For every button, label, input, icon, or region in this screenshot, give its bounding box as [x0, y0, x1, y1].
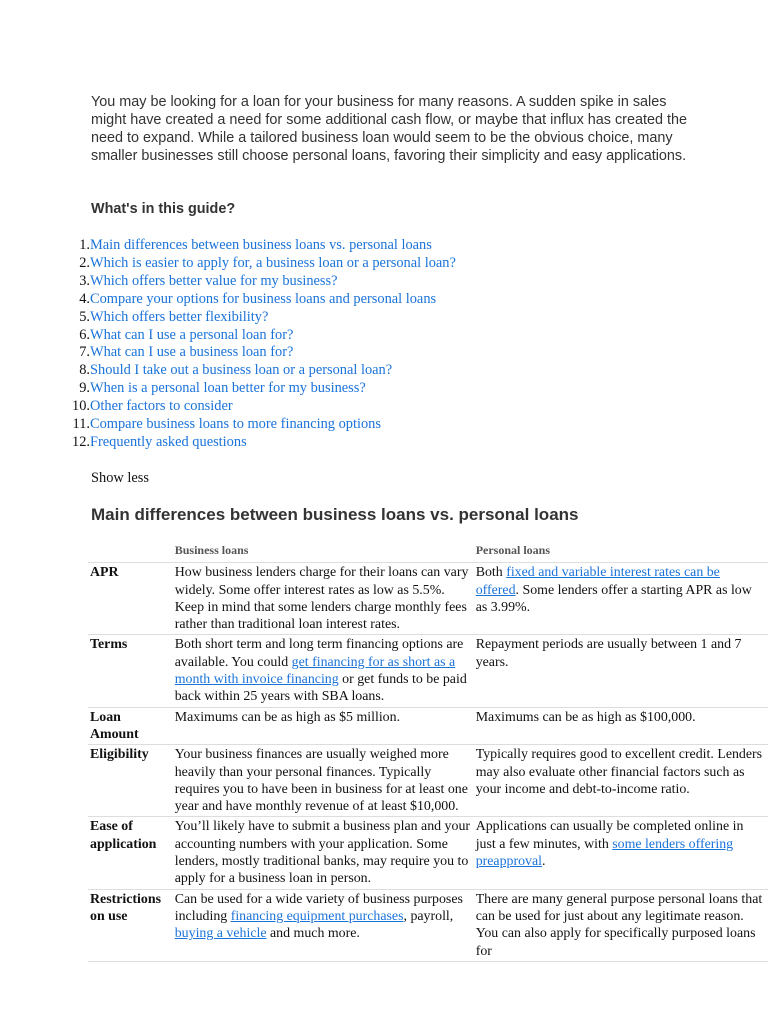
cell-business-ease: You’ll likely have to submit a business plan and your accounting numbers with your application. Some lenders, mostly traditional banks, may require you to apply for a business loan in person.	[173, 817, 474, 889]
cell-personal-terms: Repayment periods are usually between 1 and 7 years.	[474, 635, 768, 707]
cell-personal-restrictions: There are many general purpose personal loans that can be used for just about any legitimate reason. You can also apply for specifically purposed loans for	[474, 889, 768, 961]
row-label-terms: Terms	[88, 635, 173, 707]
cell-personal-apr: Both fixed and variable interest rates can be offered. Some lenders offer a starting APR as low as 3.99%.	[474, 563, 768, 635]
cell-personal-ease: Applications can usually be completed online in just a few minutes, with some lenders offering preapproval.	[474, 817, 768, 889]
row-label-apr: APR	[88, 563, 173, 635]
table-of-contents	[58, 237, 456, 452]
cell-personal-amount: Maximums can be as high as $100,000.	[474, 707, 768, 745]
toc-link[interactable]: What can I use a personal loan for?	[90, 326, 294, 343]
show-less-toggle[interactable]: Show less	[91, 470, 149, 486]
toc-item	[58, 273, 456, 291]
toc-item	[58, 362, 456, 380]
row-label-restrictions: Restrictions on use	[88, 889, 173, 961]
guide-heading: What's in this guide?	[91, 201, 236, 217]
link-invoice-financing[interactable]: get financing for as short as a month with invoice financing	[174, 654, 456, 688]
toc-item-number: 11.	[72, 416, 90, 433]
toc-item-number: 8.	[79, 362, 90, 379]
toc-item	[58, 434, 456, 452]
section-title: Main differences between business loans vs. personal loans	[91, 505, 579, 524]
comparison-table	[88, 540, 768, 962]
intro-paragraph: You may be looking for a loan for your business for many reasons. A sudden spike in sales might have created a need for some additional cash flow, or maybe that influx has created the need to expand. While a tailored business loan would seem to be the obvious choice, many smaller businesses still choose personal loans, favoring their simplicity and easy applications.	[91, 94, 687, 164]
toc-item	[58, 309, 456, 327]
row-label-eligibility: Eligibility	[88, 745, 173, 817]
table-row-ease	[88, 817, 768, 889]
toc-item	[58, 398, 456, 416]
toc-item	[58, 416, 456, 434]
toc-item-number: 4.	[79, 290, 90, 307]
toc-link[interactable]: Which offers better value for my business?	[90, 272, 338, 289]
cell-business-amount: Maximums can be as high as $5 million.	[173, 707, 474, 745]
cell-business-terms: Both short term and long term financing options are available. You could get financing for as short as a month with invoice financing or get funds to be paid back within 25 years with SBA loans.	[173, 635, 474, 707]
row-label-loan-amount: Loan Amount	[88, 707, 173, 745]
header-empty	[88, 540, 173, 563]
toc-item	[58, 237, 456, 255]
row-label-ease: Ease of application	[88, 817, 173, 889]
table-row-apr	[88, 563, 768, 635]
table-row-eligibility	[88, 745, 768, 817]
toc-item-number: 10.	[72, 398, 90, 415]
toc-item	[58, 291, 456, 309]
toc-link[interactable]: What can I use a business loan for?	[90, 344, 294, 361]
toc-item-number: 7.	[79, 344, 90, 361]
toc-item-number: 12.	[72, 433, 90, 450]
toc-item	[58, 344, 456, 362]
toc-link[interactable]: Compare your options for business loans and personal loans	[90, 290, 437, 307]
toc-link[interactable]: Which is easier to apply for, a business loan or a personal loan?	[90, 254, 456, 271]
toc-link[interactable]: When is a personal loan better for my business?	[90, 380, 366, 397]
table-row-restrictions	[88, 889, 768, 961]
link-buying-vehicle[interactable]: buying a vehicle	[174, 926, 267, 942]
cell-business-restrictions: Can be used for a wide variety of business purposes including financing equipment purchases, payroll, buying a vehicle and much more.	[173, 889, 474, 961]
toc-link[interactable]: Which offers better flexibility?	[90, 308, 269, 325]
toc-link[interactable]: Compare business loans to more financing options	[90, 416, 381, 433]
table-row-loan-amount	[88, 707, 768, 745]
link-preapproval[interactable]: some lenders offering preapproval	[475, 836, 734, 870]
toc-item-number: 2.	[79, 254, 90, 271]
table-header-row	[88, 540, 768, 563]
toc-item-number: 3.	[79, 272, 90, 289]
toc-link[interactable]: Should I take out a business loan or a personal loan?	[90, 362, 393, 379]
toc-item-number: 1.	[79, 237, 90, 253]
toc-item-number: 6.	[79, 326, 90, 343]
toc-item	[58, 255, 456, 273]
toc-item	[58, 327, 456, 345]
header-business-loans: Business loans	[173, 540, 474, 563]
cell-personal-eligibility: Typically requires good to excellent credit. Lenders may also evaluate other financial factors such as your income and debt-to-income ratio.	[474, 745, 768, 817]
link-fixed-variable-rates[interactable]: fixed and variable interest rates can be offered	[475, 565, 720, 598]
toc-item-number: 5.	[79, 308, 90, 325]
toc-link[interactable]: Frequently asked questions	[90, 433, 247, 450]
toc-link[interactable]: Main differences between business loans vs. personal loans	[90, 237, 432, 253]
toc-link[interactable]: Other factors to consider	[90, 398, 233, 415]
toc-item-number: 9.	[79, 380, 90, 397]
table-row-terms	[88, 635, 768, 707]
link-equipment-financing[interactable]: financing equipment purchases	[230, 908, 404, 924]
header-personal-loans: Personal loans	[474, 540, 768, 563]
toc-item	[58, 380, 456, 398]
cell-business-apr: How business lenders charge for their loans can vary widely. Some offer interest rates as low as 5.5%. Keep in mind that some lenders charge monthly fees rather than traditional loan interest rates.	[173, 563, 474, 635]
cell-business-eligibility: Your business finances are usually weighed more heavily than your personal finances. Typically requires you to have been in business for at least one year and have monthly revenue of at least $10,000.	[173, 745, 474, 817]
